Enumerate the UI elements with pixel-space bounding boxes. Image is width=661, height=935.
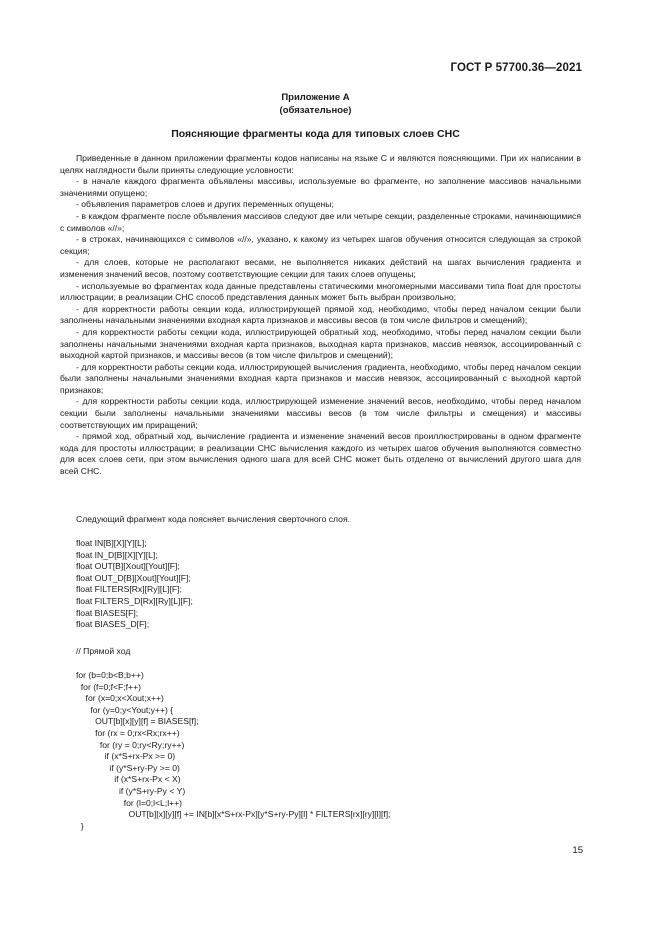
paragraph: - в строках, начинающихся с символов «//», указано, к какому из четырех шагов обучения относится следующая за строкой секция; xyxy=(60,234,581,256)
paragraph: Приведенные в данном приложении фрагменты кодов написаны на языке С и являются поясняющими. При их написании в целях наглядности были приняты следующие условности: xyxy=(60,153,581,175)
paragraph: - объявления параметров слоев и других переменных опущены; xyxy=(76,199,334,210)
standard-number: ГОСТ Р 57700.36—2021 xyxy=(450,62,582,74)
paragraph: - для корректности работы секции кода, иллюстрирующей обратный ход, необходимо, чтобы перед началом секции были заполнены начальными значениями входная карта признаков, выходная карта признаков, массив невязок, ассоциированный с выходной картой признаков, и массивы весов (в том числе фильтров и смещений); xyxy=(60,326,581,361)
paragraph: - для корректности работы секции кода, иллюстрирующей прямой ход, необходимо, чтобы перед началом секции были заполнены начальными значениями входная карта признаков и массивы весов (в том числе фильтров и смещений); xyxy=(60,303,581,326)
code-block xyxy=(76,670,391,832)
page-number: 15 xyxy=(572,845,583,856)
declarations-block xyxy=(76,538,193,631)
code-line: for (l=0;l<L;l++) xyxy=(76,797,183,808)
code-line: for (rx = 0;rx<Rx;rx++) xyxy=(76,727,180,738)
code-line: float FILTERS_D[Rx][Ry][L][F]; xyxy=(76,595,193,606)
annex-subtitle: (обязательное) xyxy=(279,104,352,116)
paragraph: - для слоев, которые не располагают весами, не выполняется никаких действий на шагах вычисления градиента и изменения значений весов, поэтому соответствующие секции для таких слоев опущены; xyxy=(60,257,581,279)
code-line: float OUT_D[B][Xout][Yout][F]; xyxy=(76,572,191,583)
code-line: for (ry = 0;ry<Ry;ry++) xyxy=(76,739,185,750)
code-line: for (f=0;f<F;f++) xyxy=(76,681,141,692)
paragraph: - для корректности работы секции кода, иллюстрирующей вычисления градиента, необходимо, чтобы перед началом секции были заполнены начальными значениями входная карта признаков и массив невязок, ассоциированный с выходной картой признаков; xyxy=(60,361,581,395)
section-title: Поясняющие фрагменты кода для типовых слоев СНС xyxy=(171,128,460,140)
paragraph: - для корректности работы секции кода, иллюстрирующей изменение значений весов, необходимо, чтобы перед началом секции были заполнены начальными значениями массивы весов (в том числе фильтры и смещения) и массивы соответствующих им приращений; xyxy=(60,396,581,430)
code-line: if (y*S+ry-Py < Y) xyxy=(76,785,186,796)
code-line: for (y=0;y<Yout;y++) { xyxy=(76,704,174,715)
code-line: if (x*S+rx-Px < X) xyxy=(76,774,181,785)
code-line: float FILTERS[Rx][Ry][L][F]; xyxy=(76,584,182,595)
paragraph: - в каждом фрагменте после объявления массивов следуют две или четыре секции, разделенные строками, начинающимися с символов «//»; xyxy=(60,210,581,233)
code-line: for (b=0;b<B;b++) xyxy=(76,670,144,680)
body-text xyxy=(60,153,581,478)
paragraph: - прямой ход, обратный ход, вычисление градиента и изменение значений весов проиллюстрированы в одном фрагменте кода для простоты иллюстрации; в реализации СНС вычисления каждого из четырех шагов обучения выполняются совместно для всех слоев сети, при этом вычисления одного шага для всей СНС может быть отделено от вычислений другого шага для всей СНС. xyxy=(60,431,581,477)
code-line: for (x=0;x<Xout;x++) xyxy=(76,693,164,704)
code-line: if (x*S+rx-Px >= 0) xyxy=(76,751,176,762)
code-line: } xyxy=(76,820,84,831)
annex-heading xyxy=(0,92,631,117)
code-intro: Следующий фрагмент кода поясняет вычисления сверточного слоя. xyxy=(76,514,350,524)
annex-title: Приложение А xyxy=(281,92,350,103)
code-comment: // Прямой ход xyxy=(76,646,131,656)
paragraph: - в начале каждого фрагмента объявлены массивы, используемые во фрагменте, но заполнение массивов начальными значениями опущено; xyxy=(60,176,581,198)
code-line: OUT[b][x][y][f] = BIASES[f]; xyxy=(76,716,199,727)
code-line: OUT[b][x][y][f] += IN[b][x*S+rx-Px][y*S+ry-Py][l] * FILTERS[rx][ry][l][f]; xyxy=(76,809,391,820)
code-line: float IN_D[B][X][Y][L]; xyxy=(76,549,158,560)
code-line: if (y*S+ry-Py >= 0) xyxy=(76,762,180,773)
code-line: float OUT[B][Xout][Yout][F]; xyxy=(76,561,180,572)
code-line: float BIASES[F]; xyxy=(76,607,139,618)
paragraph: - используемые во фрагментах кода данные представлены статическими многомерными массивами типа float для простоты иллюстрации; в реализации СНС способ представления данных может быть выбран произвольно; xyxy=(60,280,581,303)
code-line: float IN[B][X][Y][L]; xyxy=(76,538,147,548)
code-line: float BIASES_D[F]; xyxy=(76,619,150,630)
